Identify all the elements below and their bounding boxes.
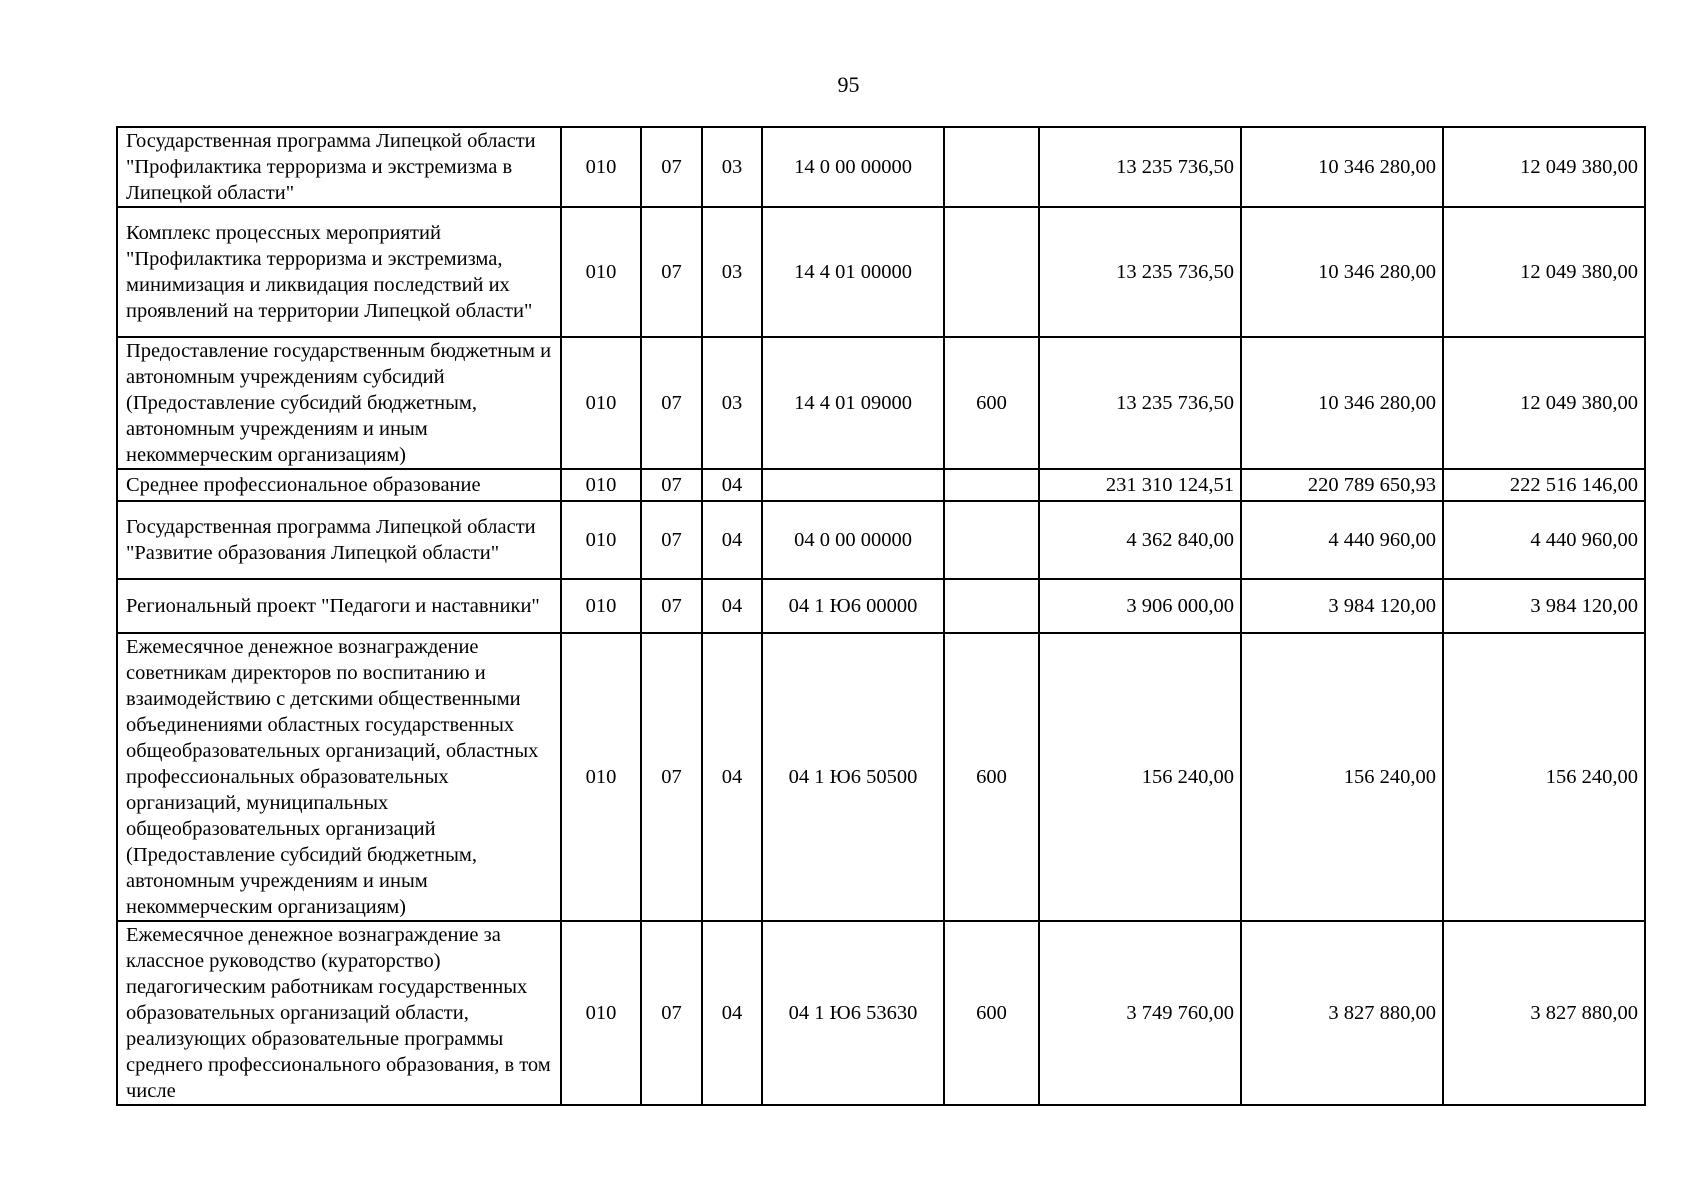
cell-sum-2: 10 346 280,00 <box>1241 127 1443 207</box>
cell-ministry: 010 <box>561 501 641 579</box>
cell-sum-1: 13 235 736,50 <box>1039 207 1241 337</box>
cell-subsection: 04 <box>702 501 762 579</box>
cell-subsection: 03 <box>702 207 762 337</box>
cell-ministry: 010 <box>561 921 641 1105</box>
cell-section: 07 <box>641 337 702 469</box>
table-row <box>117 579 1645 633</box>
cell-sum-3: 3 827 880,00 <box>1443 921 1645 1105</box>
cell-sum-2: 3 984 120,00 <box>1241 579 1443 633</box>
cell-name: Государственная программа Липецкой области "Профилактика терроризма и экстремизма в Липецкой области" <box>117 127 561 207</box>
table-row <box>117 337 1645 469</box>
cell-expense-type: 600 <box>944 633 1039 921</box>
cell-name: Среднее профессиональное образование <box>117 469 561 501</box>
cell-sum-3: 222 516 146,00 <box>1443 469 1645 501</box>
table-row <box>117 469 1645 501</box>
cell-sum-1: 231 310 124,51 <box>1039 469 1241 501</box>
page-number: 95 <box>837 72 860 97</box>
cell-section: 07 <box>641 921 702 1105</box>
cell-expense-type <box>944 207 1039 337</box>
cell-sum-2: 156 240,00 <box>1241 633 1443 921</box>
table-row <box>117 207 1645 337</box>
cell-expense-type <box>944 469 1039 501</box>
table-row <box>117 633 1645 921</box>
cell-subsection: 04 <box>702 633 762 921</box>
cell-sum-1: 13 235 736,50 <box>1039 127 1241 207</box>
cell-sum-3: 4 440 960,00 <box>1443 501 1645 579</box>
cell-expense-type <box>944 579 1039 633</box>
cell-section: 07 <box>641 469 702 501</box>
cell-expense-type <box>944 127 1039 207</box>
table-row <box>117 127 1645 207</box>
cell-subsection: 03 <box>702 337 762 469</box>
cell-section: 07 <box>641 127 702 207</box>
cell-target: 04 1 Ю6 50500 <box>762 633 944 921</box>
cell-name: Государственная программа Липецкой области "Развитие образования Липецкой области" <box>117 501 561 579</box>
cell-section: 07 <box>641 501 702 579</box>
cell-sum-3: 12 049 380,00 <box>1443 127 1645 207</box>
cell-sum-3: 12 049 380,00 <box>1443 207 1645 337</box>
cell-ministry: 010 <box>561 579 641 633</box>
cell-target <box>762 469 944 501</box>
table-row <box>117 501 1645 579</box>
cell-target: 14 0 00 00000 <box>762 127 944 207</box>
cell-ministry: 010 <box>561 337 641 469</box>
cell-expense-type <box>944 501 1039 579</box>
table-row <box>117 921 1645 1105</box>
cell-sum-2: 4 440 960,00 <box>1241 501 1443 579</box>
cell-ministry: 010 <box>561 633 641 921</box>
cell-name: Предоставление государственным бюджетным и автономным учреждениям субсидий (Предоставление субсидий бюджетным, автономным учреждениям и иным некоммерческим организациям) <box>117 337 561 469</box>
cell-target: 04 0 00 00000 <box>762 501 944 579</box>
cell-section: 07 <box>641 207 702 337</box>
cell-name: Ежемесячное денежное вознаграждение советникам директоров по воспитанию и взаимодействию с детскими общественными объединениями областных государственных общеобразовательных организаций, областных профессиональных образовательных организаций, муниципальных общеобразовательных организаций (Предоставление субсидий бюджетным, автономным учреждениям и иным некоммерческим организациям) <box>117 633 561 921</box>
cell-sum-2: 3 827 880,00 <box>1241 921 1443 1105</box>
cell-ministry: 010 <box>561 127 641 207</box>
cell-sum-3: 3 984 120,00 <box>1443 579 1645 633</box>
cell-sum-1: 3 906 000,00 <box>1039 579 1241 633</box>
cell-target: 14 4 01 09000 <box>762 337 944 469</box>
cell-subsection: 04 <box>702 579 762 633</box>
cell-expense-type: 600 <box>944 921 1039 1105</box>
cell-name: Региональный проект "Педагоги и наставники" <box>117 579 561 633</box>
cell-sum-1: 156 240,00 <box>1039 633 1241 921</box>
cell-sum-1: 13 235 736,50 <box>1039 337 1241 469</box>
cell-expense-type: 600 <box>944 337 1039 469</box>
cell-sum-1: 4 362 840,00 <box>1039 501 1241 579</box>
cell-target: 14 4 01 00000 <box>762 207 944 337</box>
cell-subsection: 04 <box>702 921 762 1105</box>
cell-sum-2: 10 346 280,00 <box>1241 207 1443 337</box>
cell-sum-1: 3 749 760,00 <box>1039 921 1241 1105</box>
cell-sum-2: 10 346 280,00 <box>1241 337 1443 469</box>
cell-section: 07 <box>641 579 702 633</box>
cell-sum-3: 12 049 380,00 <box>1443 337 1645 469</box>
cell-sum-2: 220 789 650,93 <box>1241 469 1443 501</box>
cell-section: 07 <box>641 633 702 921</box>
cell-ministry: 010 <box>561 469 641 501</box>
budget-table <box>116 126 1646 1106</box>
cell-target: 04 1 Ю6 53630 <box>762 921 944 1105</box>
cell-subsection: 03 <box>702 127 762 207</box>
cell-target: 04 1 Ю6 00000 <box>762 579 944 633</box>
cell-name: Ежемесячное денежное вознаграждение за классное руководство (кураторство) педагогическим работникам государственных образовательных организаций области, реализующих образовательные программы среднего профессионального образования, в том числе <box>117 921 561 1105</box>
cell-sum-3: 156 240,00 <box>1443 633 1645 921</box>
cell-subsection: 04 <box>702 469 762 501</box>
cell-ministry: 010 <box>561 207 641 337</box>
table-body <box>117 127 1645 1105</box>
cell-name: Комплекс процессных мероприятий "Профилактика терроризма и экстремизма, минимизация и ликвидация последствий их проявлений на территории Липецкой области" <box>117 207 561 337</box>
